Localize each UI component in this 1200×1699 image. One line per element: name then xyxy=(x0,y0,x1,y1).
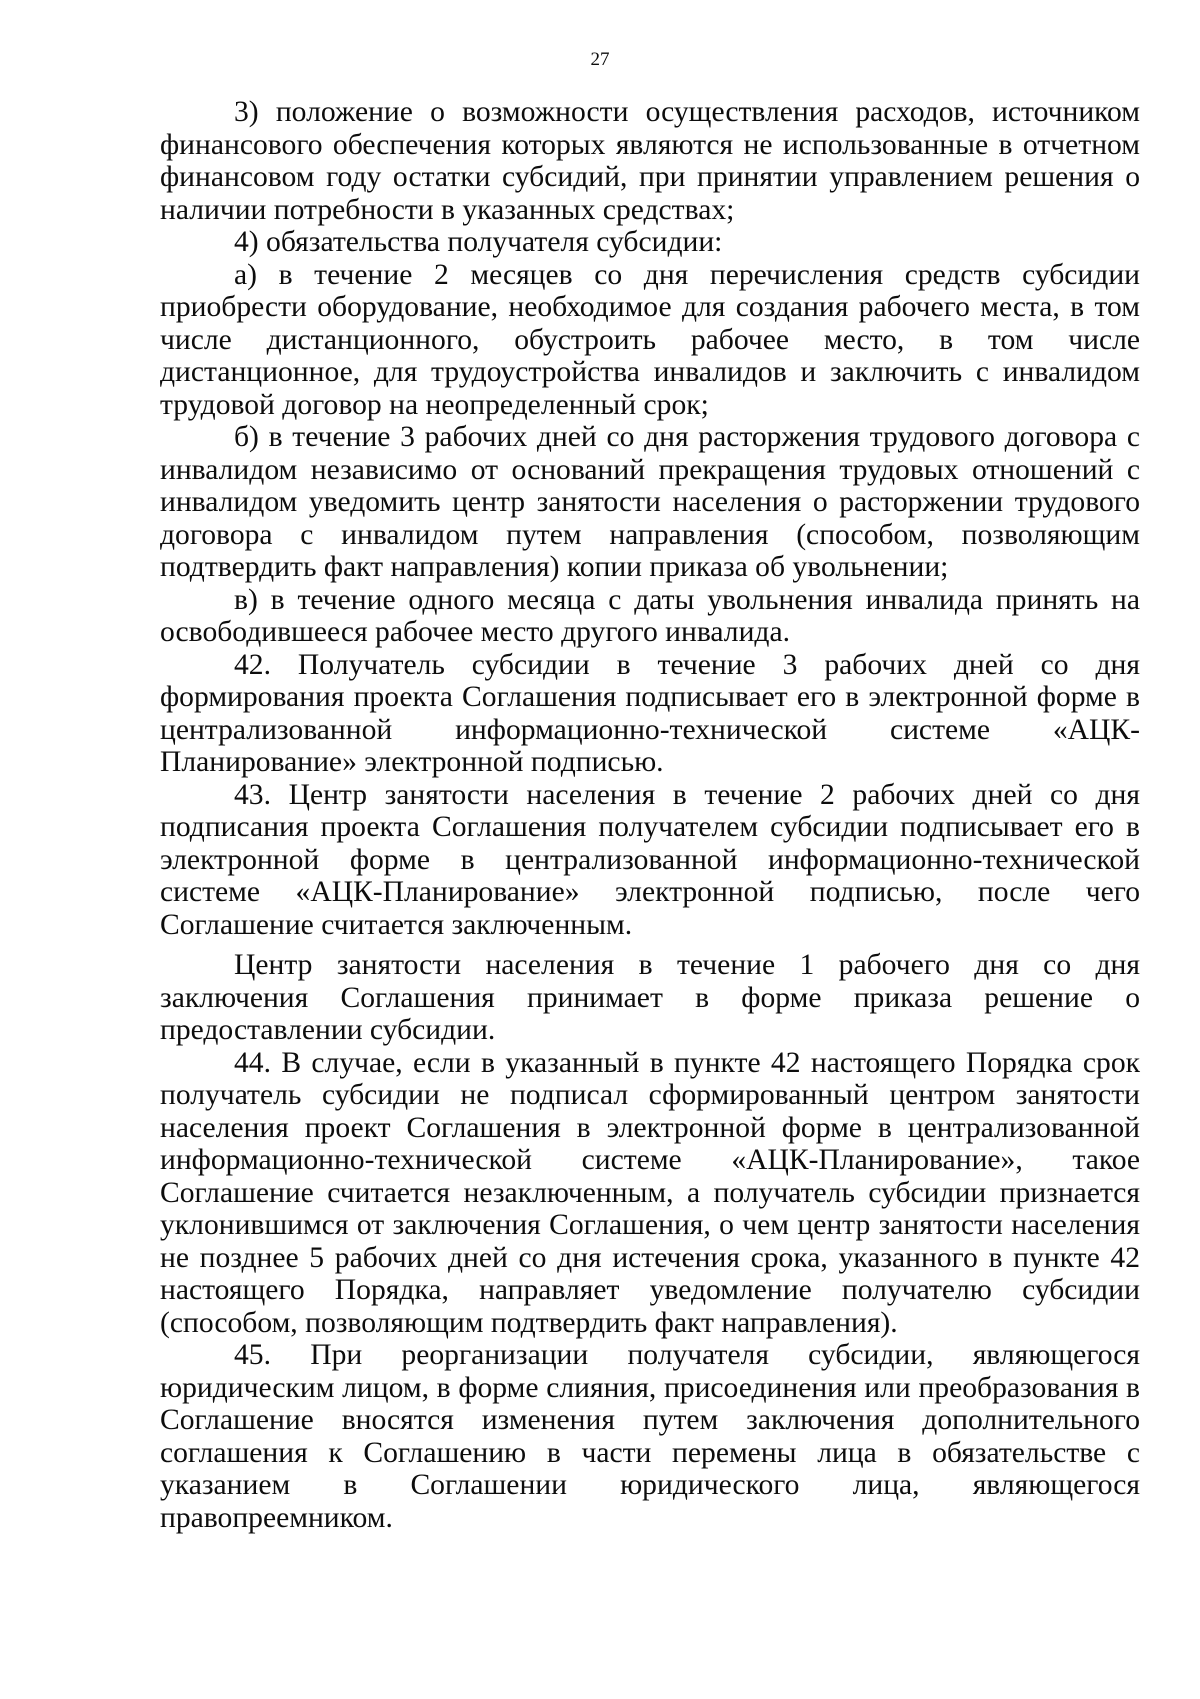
document-body xyxy=(160,96,1140,1534)
paragraph-item-3: 3) положение о возможности осуществления расходов, источником финансового обеспечения которых являются не использованные в отчетном финансовом году остатки субсидий, при принятии управлением решения о наличии потребности в указанных средствах; xyxy=(160,96,1140,226)
paragraph-item-4: 4) обязательства получателя субсидии: xyxy=(234,226,723,258)
paragraph-subitem-v: в) в течение одного месяца с даты увольнения инвалида принять на освободившееся рабочее место другого инвалида. xyxy=(160,583,1140,648)
page-number: 27 xyxy=(590,49,610,70)
paragraph-42: 42. Получатель субсидии в течение 3 рабочих дней со дня формирования проекта Соглашения подписывает его в электронной форме в централизованной информационно-технической системе «АЦК-Планирование» электронной подписью. xyxy=(160,648,1140,778)
paragraph-43: 43. Центр занятости населения в течение 2 рабочих дней со дня подписания проекта Соглашения получателем субсидии подписывает его в электронной форме в централизованной информационно-технической системе «АЦК-Планирование» электронной подписью, после чего Соглашение считается заключенным. xyxy=(160,778,1140,941)
paragraph-subitem-b: б) в течение 3 рабочих дней со дня расторжения трудового договора с инвалидом независимо от оснований прекращения трудовых отношений с инвалидом уведомить центр занятости населения о расторжении трудового договора с инвалидом путем направления (способом, позволяющим подтвердить факт направления) копии приказа об увольнении; xyxy=(160,421,1140,583)
paragraph-subitem-a: а) в течение 2 месяцев со дня перечисления средств субсидии приобрести оборудование, необходимое для создания рабочего места, в том числе дистанционного, обустроить рабочее место, в том числе дистанционное, для трудоустройства инвалидов и заключить с инвалидом трудовой договор на неопределенный срок; xyxy=(160,258,1140,421)
paragraph-43-continuation: Центр занятости населения в течение 1 рабочего дня со дня заключения Соглашения принимает в форме приказа решение о предоставлении субсидии. xyxy=(160,949,1140,1046)
paragraph-45: 45. При реорганизации получателя субсидии, являющегося юридическим лицом, в форме слияния, присоединения или преобразования в Соглашение вносятся изменения путем заключения дополнительного соглашения к Соглашению в части перемены лица в обязательстве с указанием в Соглашении юридического лица, являющегося правопреемником. xyxy=(160,1339,1140,1534)
paragraph-44: 44. В случае, если в указанный в пункте 42 настоящего Порядка срок получатель субсидии не подписал сформированный центром занятости населения проект Соглашения в электронной форме в централизованной информационно-технической системе «АЦК-Планирование», такое Соглашение считается незаключенным, а получатель субсидии признается уклонившимся от заключения Соглашения, о чем центр занятости населения не позднее 5 рабочих дней со дня истечения срока, указанного в пункте 42 настоящего Порядка, направляет уведомление получателю субсидии (способом, позволяющим подтвердить факт направления). xyxy=(160,1046,1140,1339)
